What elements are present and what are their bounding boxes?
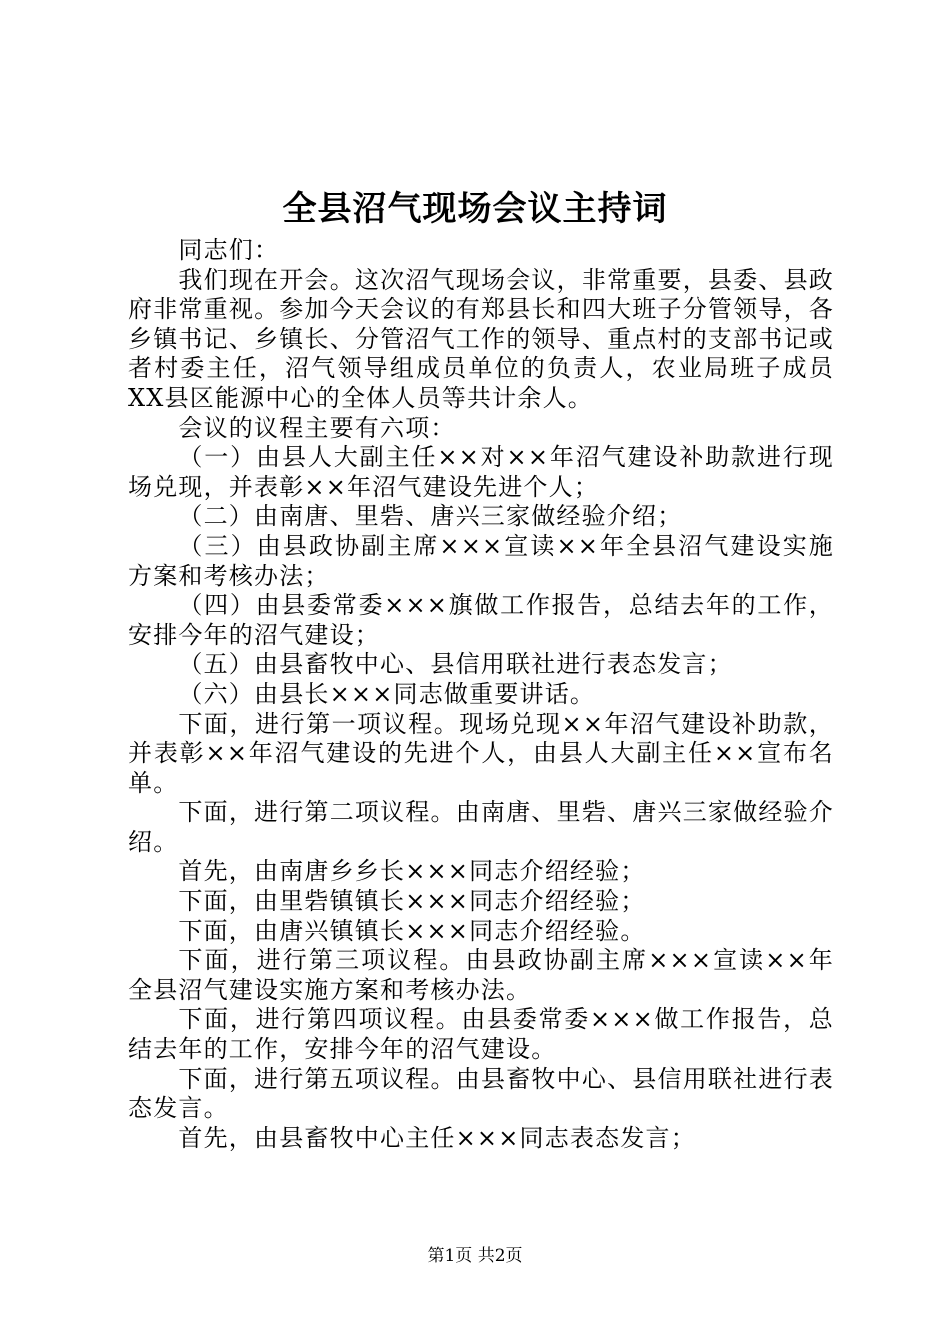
paragraph: 下面，进行第三项议程。由县政协副主席×××宣读××年全县沼气建设实施方案和考核办法。 (128, 946, 834, 1004)
paragraph: 我们现在开会。这次沼气现场会议，非常重要，县委、县政府非常重视。参加今天会议的有郑县长和四大班子分管领导，各乡镇书记、乡镇长、分管沼气工作的领导、重点村的支部书记或者村委主任，沼气领导组成员单位的负责人，农业局班子成员XX县区能源中心的全体人员等共计余人。 (128, 265, 834, 412)
paragraph: 首先，由南唐乡乡长×××同志介绍经验； (178, 857, 646, 886)
paragraph: 同志们： (178, 236, 280, 264)
paragraph: 下面，进行第五项议程。由县畜牧中心、县信用联社进行表态发言。 (128, 1064, 834, 1123)
paragraph: 下面，由里砦镇镇长×××同志介绍经验； (178, 887, 646, 916)
agenda-item: （四）由县委常委×××旗做工作报告，总结去年的工作，安排今年的沼气建设； (128, 591, 834, 649)
paragraph: 下面，进行第四项议程。由县委常委×××做工作报告，总结去年的工作，安排今年的沼气建设。 (128, 1005, 834, 1064)
page-footer: 第1页 共2页 (427, 1246, 523, 1266)
agenda-item: （三）由县政协副主席×××宣读××年全县沼气建设实施方案和考核办法； (128, 531, 834, 590)
paragraph: 下面，进行第二项议程。由南唐、里砦、唐兴三家做经验介绍。 (128, 798, 834, 856)
agenda-item: （六）由县长×××同志做重要讲话。 (178, 679, 596, 708)
paragraph: 首先，由县畜牧中心主任×××同志表态发言； (178, 1123, 696, 1152)
paragraph: 会议的议程主要有六项： (178, 413, 456, 442)
paragraph: 下面，由唐兴镇镇长×××同志介绍经验。 (178, 916, 646, 945)
document-title: 全县沼气现场会议主持词 (282, 189, 668, 229)
agenda-item: （二）由南唐、里砦、唐兴三家做经验介绍； (178, 502, 683, 531)
paragraph: 下面，进行第一项议程。现场兑现××年沼气建设补助款，并表彰××年沼气建设的先进个人，由县人大副主任××宣布名单。 (128, 709, 834, 797)
document-body (128, 236, 834, 1153)
agenda-item: （五）由县畜牧中心、县信用联社进行表态发言； (178, 650, 733, 679)
agenda-item: （一）由县人大副主任××对××年沼气建设补助款进行现场兑现，并表彰××年沼气建设先进个人； (128, 443, 834, 501)
